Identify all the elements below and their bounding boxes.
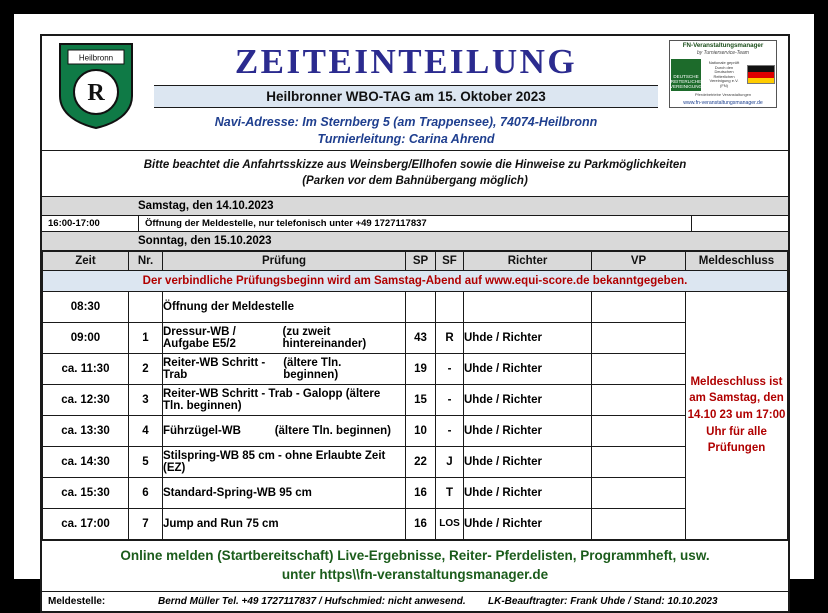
cell-pruefung: [163, 322, 406, 353]
navi-line-2: Turnierleitung: Carina Ahrend: [317, 131, 495, 146]
cell-sp: 10: [406, 415, 436, 446]
pruefung-name: Standard-Spring-WB 95 cm: [163, 486, 312, 499]
cell-zeit: ca. 13:30: [43, 415, 129, 446]
cell-sf: -: [436, 384, 464, 415]
header-zeit: Zeit: [43, 251, 129, 270]
footer-contact-text: Bernd Müller Tel. +49 1727117837 / Hufschmied: nicht anwesend.: [158, 595, 466, 607]
pruefung-name: Reiter-WB Schritt - Trab: [163, 356, 266, 381]
saturday-office-row: [42, 216, 788, 232]
cell-richter: [464, 291, 592, 322]
fn-logo-row: [671, 58, 775, 92]
cell-pruefung: [163, 446, 406, 477]
cell-nr: 1: [129, 322, 163, 353]
saturday-office-text: Öffnung der Meldestelle, nur telefonisch unter +49 1727117837: [145, 217, 427, 229]
pruefung-extra: [391, 518, 405, 530]
header-nr: Nr.: [129, 251, 163, 270]
cell-sf: -: [436, 353, 464, 384]
cell-sf: LOS: [436, 508, 464, 539]
navi-line-1: Navi-Adresse: Im Sternberg 5 (am Trappensee), 74074-Heilbronn: [214, 114, 598, 129]
pruefung-extra: [391, 388, 405, 412]
german-flag-icon: [747, 65, 775, 84]
cell-sp: 15: [406, 384, 436, 415]
cell-sp: 19: [406, 353, 436, 384]
saturday-office-time: 16:00-17:00: [42, 216, 139, 231]
header-vp: VP: [592, 251, 686, 270]
cell-richter: Uhde / Richter: [464, 446, 592, 477]
cell-nr: 2: [129, 353, 163, 384]
title-cell: [150, 36, 662, 150]
cell-richter: Uhde / Richter: [464, 508, 592, 539]
cell-vp: [592, 353, 686, 384]
table-row: [43, 322, 788, 353]
pruefung-name: Reiter-WB Schritt - Trab - Galopp (ältere Tln. beginnen): [163, 387, 381, 412]
cell-vp: [592, 415, 686, 446]
pruefung-name: Jump and Run 75 cm: [163, 517, 279, 530]
cell-richter: Uhde / Richter: [464, 384, 592, 415]
pruefung-extra: (zu zweit hintereinander): [282, 325, 367, 350]
table-row: [43, 446, 788, 477]
cell-richter: Uhde / Richter: [464, 322, 592, 353]
cell-vp: [592, 446, 686, 477]
sunday-day-bar: [42, 232, 788, 251]
fn-logo-title: FN-Veranstaltungsmanager: [682, 42, 764, 49]
fn-mid-text: Nationale geprüft Durch den Deutschen Reiterlichen Vereinigung e.V. (FN): [708, 60, 740, 88]
pruefung-extra: [391, 487, 405, 499]
cell-pruefung: [163, 477, 406, 508]
cell-richter: Uhde / Richter: [464, 477, 592, 508]
pruefung-name: Stilspring-WB 85 cm - ohne Erlaubte Zeit (EZ): [163, 449, 386, 474]
cell-sp: [406, 291, 436, 322]
pruefung-name: Führzügel-WB: [163, 424, 241, 437]
banner-row: [43, 270, 788, 291]
online-registration-note: [42, 540, 788, 592]
schedule-table: [42, 251, 788, 540]
pruefung-name: Öffnung der Meldestelle: [163, 300, 294, 313]
table-row: [43, 291, 788, 322]
pruefung-extra: (ältere Tln. beginnen): [283, 356, 342, 381]
svg-text:Heilbronn: Heilbronn: [78, 53, 114, 63]
cell-sf: J: [436, 446, 464, 477]
cell-nr: 6: [129, 477, 163, 508]
cell-richter: Uhde / Richter: [464, 353, 592, 384]
table-header-row: [43, 251, 788, 270]
saturday-day-bar: [42, 197, 788, 216]
footer-contact-bar: [42, 592, 788, 611]
cell-pruefung: [163, 353, 406, 384]
cell-richter: Uhde / Richter: [464, 415, 592, 446]
cell-sp: 22: [406, 446, 436, 477]
header-meldeschluss: Meldeschluss: [686, 251, 788, 270]
pruefung-extra: [391, 301, 405, 313]
crest-cell: [42, 36, 150, 150]
cell-zeit: ca. 15:30: [43, 477, 129, 508]
table-row: [43, 508, 788, 539]
arrival-notice: [42, 151, 788, 197]
cell-sf: [436, 291, 464, 322]
cell-sp: 16: [406, 477, 436, 508]
sunday-spacer: [42, 235, 138, 247]
document-header: [42, 36, 788, 151]
header-sp: SP: [406, 251, 436, 270]
pruefung-name: Dressur-WB / Aufgabe E5/2: [163, 325, 236, 350]
cell-zeit: 08:30: [43, 291, 129, 322]
schedule-document: [40, 34, 790, 613]
cell-zeit: ca. 11:30: [43, 353, 129, 384]
header-richter: Richter: [464, 251, 592, 270]
cell-zeit: ca. 12:30: [43, 384, 129, 415]
fn-veranstaltungsmanager-logo: [669, 40, 777, 108]
table-row: [43, 384, 788, 415]
cell-nr: 7: [129, 508, 163, 539]
footer-meldestelle-label: Meldestelle:: [48, 595, 106, 607]
cell-zeit: ca. 14:30: [43, 446, 129, 477]
page-title: ZEITEINTEILUNG: [234, 42, 578, 81]
cell-nr: 4: [129, 415, 163, 446]
cell-pruefung: [163, 415, 406, 446]
cell-sp: 16: [406, 508, 436, 539]
navi-address: [154, 108, 658, 148]
table-row: [43, 353, 788, 384]
cell-vp: [592, 291, 686, 322]
fn-logo-url: www.fn-veranstaltungsmanager.de: [683, 99, 763, 106]
cell-sf: T: [436, 477, 464, 508]
online-note-line-2: unter https\\fn-veranstaltungsmanager.de: [281, 566, 549, 582]
online-note-line-1: Online melden (Startbereitschaft) Live-Ergebnisse, Reiter- Pferdelisten, Programmheft, usw.: [120, 547, 710, 563]
cell-meldeschluss: Meldeschluss ist am Samstag, den 14.10 23 um 17:00 Uhr für alle Prüfungen: [686, 291, 788, 539]
saturday-label: Samstag, den 14.10.2023: [138, 199, 274, 212]
pruefung-extra: [391, 450, 405, 474]
saturday-office-spacer: [691, 216, 788, 231]
cell-sf: -: [436, 415, 464, 446]
cell-zeit: 09:00: [43, 322, 129, 353]
cell-vp: [592, 322, 686, 353]
svg-text:R: R: [87, 80, 105, 106]
saturday-spacer: [42, 200, 138, 212]
banner-text: Der verbindliche Prüfungsbeginn wird am Samstag-Abend auf www.equi-score.de bekanntgegeben.: [43, 270, 788, 291]
cell-pruefung: [163, 384, 406, 415]
footer-lk-text: LK-Beauftragter: Frank Uhde / Stand: 10.10.2023: [488, 595, 718, 607]
cell-nr: 5: [129, 446, 163, 477]
table-row: [43, 415, 788, 446]
cell-nr: [129, 291, 163, 322]
pruefung-extra: (ältere Tln. beginnen): [274, 424, 391, 437]
cell-sf: R: [436, 322, 464, 353]
table-row: [43, 477, 788, 508]
arrival-notice-line-1: Bitte beachtet die Anfahrtsskizze aus Weinsberg/Ellhofen sowie die Hinweise zu Parkmöglichkeiten: [143, 158, 687, 171]
fn-logo-subtitle: by Turnierservice-Team: [697, 49, 749, 56]
arrival-notice-line-2: (Parken vor dem Bahnübergang möglich): [302, 175, 528, 188]
heilbronn-crest-icon: [58, 42, 134, 130]
cell-nr: 3: [129, 384, 163, 415]
cell-vp: [592, 508, 686, 539]
fn-green-badge: DEUTSCHE REITERLICHE VEREINIGUNG: [671, 59, 701, 91]
fn-logo-cell: [662, 36, 788, 150]
document-page: [14, 14, 814, 607]
header-sf: SF: [436, 251, 464, 270]
header-pruefung: Prüfung: [163, 251, 406, 270]
cell-sp: 43: [406, 322, 436, 353]
cell-pruefung: [163, 508, 406, 539]
cell-pruefung: [163, 291, 406, 322]
cell-vp: [592, 477, 686, 508]
cell-vp: [592, 384, 686, 415]
fn-sub-text: Pferdebetriebe Veranstaltungen: [694, 91, 752, 97]
event-subtitle: Heilbronner WBO-TAG am 15. Oktober 2023: [154, 85, 658, 108]
cell-zeit: ca. 17:00: [43, 508, 129, 539]
sunday-label: Sonntag, den 15.10.2023: [138, 234, 272, 247]
